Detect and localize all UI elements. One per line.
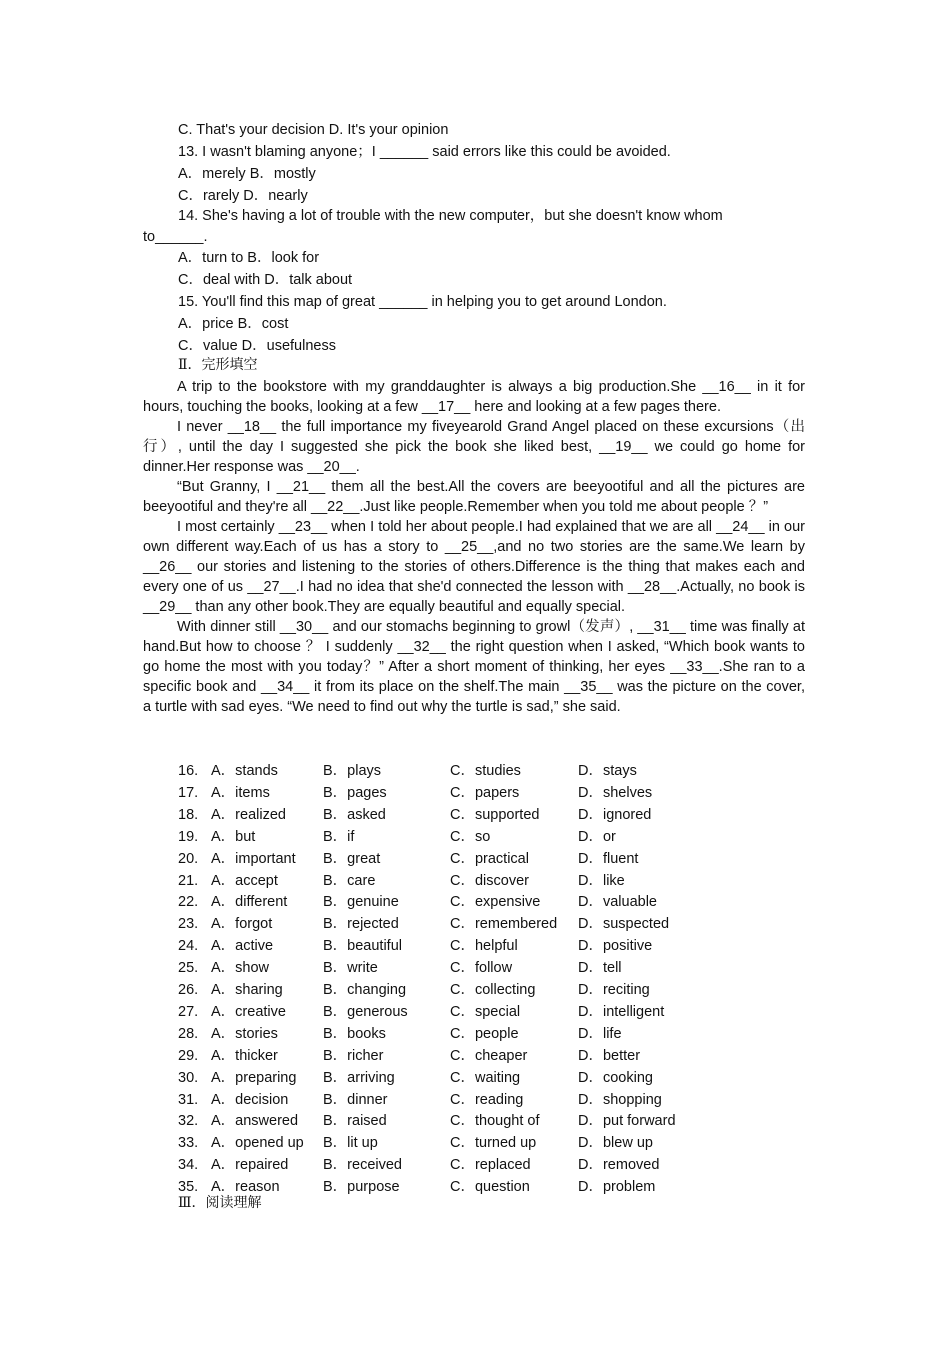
option-choice: C．studies [450,763,521,779]
question-number: 31. [178,1091,199,1108]
option-choice: C．remembered [450,916,558,933]
question-number: 32. [178,1113,199,1130]
option-choice: B．care [323,872,376,889]
q13-options-cd: C．rarely D．nearly [178,188,308,204]
option-choice: C．expensive [450,894,541,911]
question-number: 18. [178,806,199,823]
q12-options-cd: C. That's your decision D. It's your opinion [178,122,449,138]
option-choice: B．write [323,960,378,977]
option-choice: D．reciting [578,982,650,998]
option-choice: D．intelligent [578,1003,665,1020]
option-choice: C．follow [450,960,513,977]
option-choice: A．different [211,894,288,911]
option-choice: A．preparing [211,1069,297,1086]
question-number: 30. [178,1069,199,1086]
q14-options-cd: C．deal with D．talk about [178,272,353,288]
option-choice: D．blew up [578,1135,653,1152]
q15-options-cd: C．value D．usefulness [178,338,336,354]
question-number: 21. [178,872,199,889]
question-number: 27. [178,1003,199,1020]
option-choice: B．books [323,1025,386,1042]
option-choice: B．generous [323,1003,408,1020]
option-choice: D．suspected [578,916,670,933]
option-choice: C．question [450,1179,530,1196]
option-choice: D．shopping [578,1091,662,1108]
option-choice: D．better [578,1047,641,1064]
option-choice: B．plays [323,763,382,779]
option-choice: C．collecting [450,982,536,998]
option-choice: B．rejected [323,916,399,933]
option-choice: C．waiting [450,1069,521,1086]
question-number: 34. [178,1157,199,1174]
option-choice: B．received [323,1157,402,1174]
option-choice: A．answered [211,1113,299,1130]
option-choice: B．genuine [323,894,399,911]
section-heading-reading: Ⅲ．阅读理解 [178,1195,262,1211]
question-number: 35. [178,1179,199,1196]
option-choice: B．changing [323,982,407,998]
option-choice: A．important [211,850,296,867]
option-choice: A．stories [211,1025,278,1042]
option-choice: D．put forward [578,1113,676,1130]
option-choice: D．problem [578,1179,656,1196]
option-choice: C．papers [450,784,520,801]
option-choice: A．stands [211,763,278,779]
cloze-passage [143,377,805,717]
option-choice: A．forgot [211,916,273,933]
option-choice: C．thought of [450,1113,540,1130]
option-choice: B．great [323,850,381,867]
option-choice: A．repaired [211,1157,289,1174]
option-choice: B．dinner [323,1091,388,1108]
option-choice: B．beautiful [323,938,402,955]
q14-options-ab: A．turn to B．look for [178,250,320,266]
option-choice: D．fluent [578,850,639,867]
option-choice: D．ignored [578,806,652,823]
option-choice: A．but [211,828,256,845]
option-choice: D．positive [578,938,653,955]
question-number: 22. [178,894,199,911]
option-choice: D．removed [578,1157,660,1174]
question-number: 24. [178,938,199,955]
option-choice: A．accept [211,872,278,889]
option-choice: A．decision [211,1091,289,1108]
option-choice: A．show [211,960,270,977]
question-number: 33. [178,1135,199,1152]
question-number: 16. [178,763,199,779]
question-number: 28. [178,1025,199,1042]
question-number: 29. [178,1047,199,1064]
q14-stem: 14. She's having a lot of trouble with the new computer，but she doesn't know whom [178,208,723,224]
option-choice: D．or [578,828,616,845]
option-choice: A．sharing [211,982,283,998]
option-choice: A．creative [211,1003,286,1020]
option-choice: B．asked [323,806,386,823]
option-choice: D．shelves [578,784,653,801]
option-choice: A．realized [211,806,286,823]
q15-stem: 15. You'll find this map of great ______ in helping you to get around London. [178,294,667,310]
option-choice: D．valuable [578,894,657,911]
option-choice: D．like [578,872,625,889]
option-choice: C．turned up [450,1135,537,1152]
option-choice: C．replaced [450,1157,531,1174]
option-choice: B．pages [323,784,387,801]
q13-options-ab: A．merely B．mostly [178,166,316,182]
question-number: 20. [178,850,199,867]
option-choice: C．supported [450,806,540,823]
option-choice: C．helpful [450,938,518,955]
option-choice: C．special [450,1003,521,1020]
option-choice: B．if [323,828,355,845]
option-choice: D．stays [578,763,637,779]
option-choice: C．cheaper [450,1047,528,1064]
option-choice: A．opened up [211,1135,304,1152]
passage-paragraph: A trip to the bookstore with my granddaughter is always a big production.She __16__ in it for hours, touching the books, looking at a few __17__ here and looking at a few pages there. [143,379,805,415]
q14-stem-cont: to______. [143,229,208,245]
option-choice: A．items [211,784,270,801]
question-number: 17. [178,784,199,801]
q13-stem: 13. I wasn't blaming anyone；I ______ said errors like this could be avoided. [178,144,671,160]
option-choice: C．people [450,1025,519,1042]
option-choice: A．thicker [211,1047,278,1064]
question-number: 19. [178,828,199,845]
passage-paragraph: I never __18__ the full importance my fiveyearold Grand Angel placed on these excursions（出行）, until the day I suggested she pick the book she liked best, __19__ we could go home for dinner.Her response was __20__. [143,419,805,475]
option-choice: D．tell [578,960,622,977]
option-choice: B．arriving [323,1069,395,1086]
option-choice: B．richer [323,1047,384,1064]
option-choice: C．reading [450,1091,524,1108]
option-choice: C．so [450,828,491,845]
question-number: 26. [178,982,199,998]
passage-paragraph: I most certainly __23__ when I told her about people.I had explained that we are all __24__ in our own different way.Each of us has a story to __25__,and no two stories are the same.We learn by __26__ our stories and listening to the stories of others.Difference is the thing that makes each and every one of us __27__.I had no idea that she'd connected the lesson with __28__.Actually, no book is __29__ than any other book.They are equally beautiful and equally special. [143,519,805,615]
q15-options-ab: A．price B．cost [178,316,289,332]
option-choice: D．life [578,1025,622,1042]
passage-paragraph: With dinner still __30__ and our stomachs beginning to growl（发声）, __31__ time was finally at hand.But how to choose ？ I suddenly __32__ the right question when I asked, “Which book wants to go home the most with you today？” After a short moment of thinking, her eyes __33__.She ran to a specific book and __34__ it from its place on the shelf.The main __35__ was the picture on the cover, a turtle with sad eyes. “We need to find out why the turtle is sad,” she said. [143,619,805,715]
option-choice: B．lit up [323,1135,378,1152]
option-choice: B．purpose [323,1179,400,1196]
option-choice: C．discover [450,872,529,889]
option-choice: A．reason [211,1179,280,1196]
option-choice: D．cooking [578,1069,653,1086]
section-heading-cloze: Ⅱ．完形填空 [178,357,258,373]
option-choice: C．practical [450,850,529,867]
question-number: 25. [178,960,199,977]
option-choice: B．raised [323,1113,387,1130]
option-choice: A．active [211,938,274,955]
question-number: 23. [178,916,199,933]
passage-paragraph: “But Granny, I __21__ them all the best.All the covers are beeyootiful and all the pictures are beeyootiful and they're all __22__.Just like people.Remember when you told me about people ？” [143,479,805,515]
